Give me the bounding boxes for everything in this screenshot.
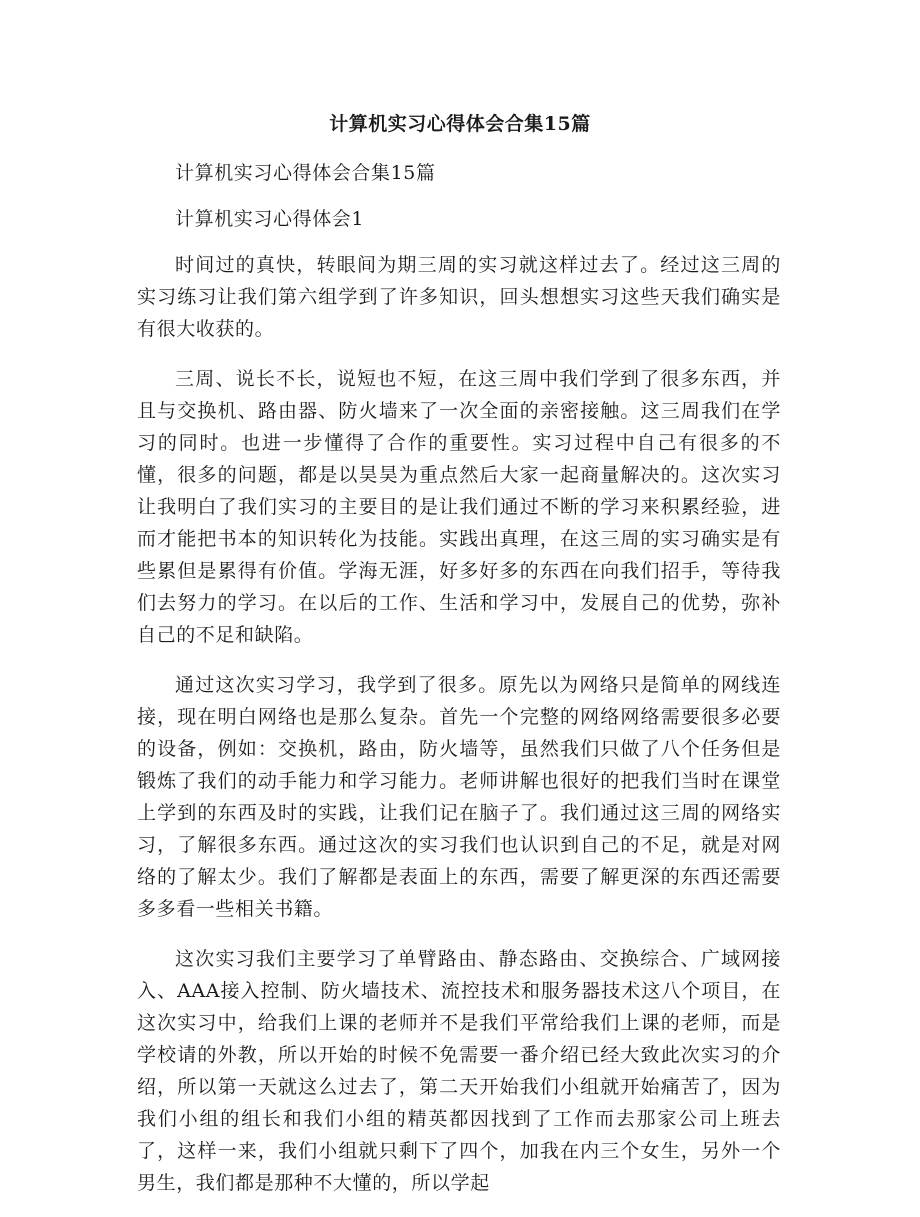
- document-title: 计算机实习心得体会合集15篇: [329, 113, 591, 135]
- paragraph-2: 三周、说长不长，说短也不短，在这三周中我们学到了很多东西，并且与交换机、路由器、防火墙来了一次全面的亲密接触。这三周我们在学习的同时。也进一步懂得了合作的重要性。实习过程中自己有很多的不懂，很多的问题，都是以昊昊为重点然后大家一起商量解决的。这次实习让我明白了我们实习的主要目的是让我们通过不断的学习来积累经验，进而才能把书本的知识转化为技能。实践出真理，在这三周的实习确实是有些累但是累得有价值。学海无涯，好多好多的东西在向我们招手，等待我们去努力的学习。在以后的工作、生活和学习中，发展自己的优势，弥补自己的不足和缺陷。: [137, 368, 781, 646]
- paragraph-3: 通过这次实习学习，我学到了很多。原先以为网络只是简单的网线连接，现在明白网络也是那么复杂。首先一个完整的网络网络需要很多必要的设备，例如：交换机，路由，防火墙等，虽然我们只做了八个任务但是锻炼了我们的动手能力和学习能力。老师讲解也很好的把我们当时在课堂上学到的东西及时的实践，让我们记在脑子了。我们通过这三周的网络实习，了解很多东西。通过这次的实习我们也认识到自己的不足，就是对网络的了解太少。我们了解都是表面上的东西，需要了解更深的东西还需要多多看一些相关书籍。: [137, 674, 781, 920]
- paragraph-1: 时间过的真快，转眼间为期三周的实习就这样过去了。经过这三周的实习练习让我们第六组学到了许多知识，回头想想实习这些天我们确实是有很大收获的。: [137, 254, 781, 340]
- document-body: [137, 157, 781, 1217]
- paragraph-4: 这次实习我们主要学习了单臂路由、静态路由、交换综合、广域网接入、AAA接入控制、防火墙技术、流控技术和服务器技术这八个项目，在这次实习中，给我们上课的老师并不是我们平常给我们上课的老师，而是学校请的外教，所以开始的时候不免需要一番介绍已经大致此次实习的介绍，所以第一天就这么过去了，第二天开始我们小组就开始痛苦了，因为我们小组的组长和我们小组的精英都因找到了工作而去那家公司上班去了，这样一来，我们小组就只剩下了四个，加我在内三个女生，另外一个男生，我们都是那种不大懂的，所以学起: [137, 948, 781, 1194]
- document-subtitle: 计算机实习心得体会合集15篇: [175, 162, 436, 184]
- section-heading: 计算机实习心得体会1: [175, 208, 365, 230]
